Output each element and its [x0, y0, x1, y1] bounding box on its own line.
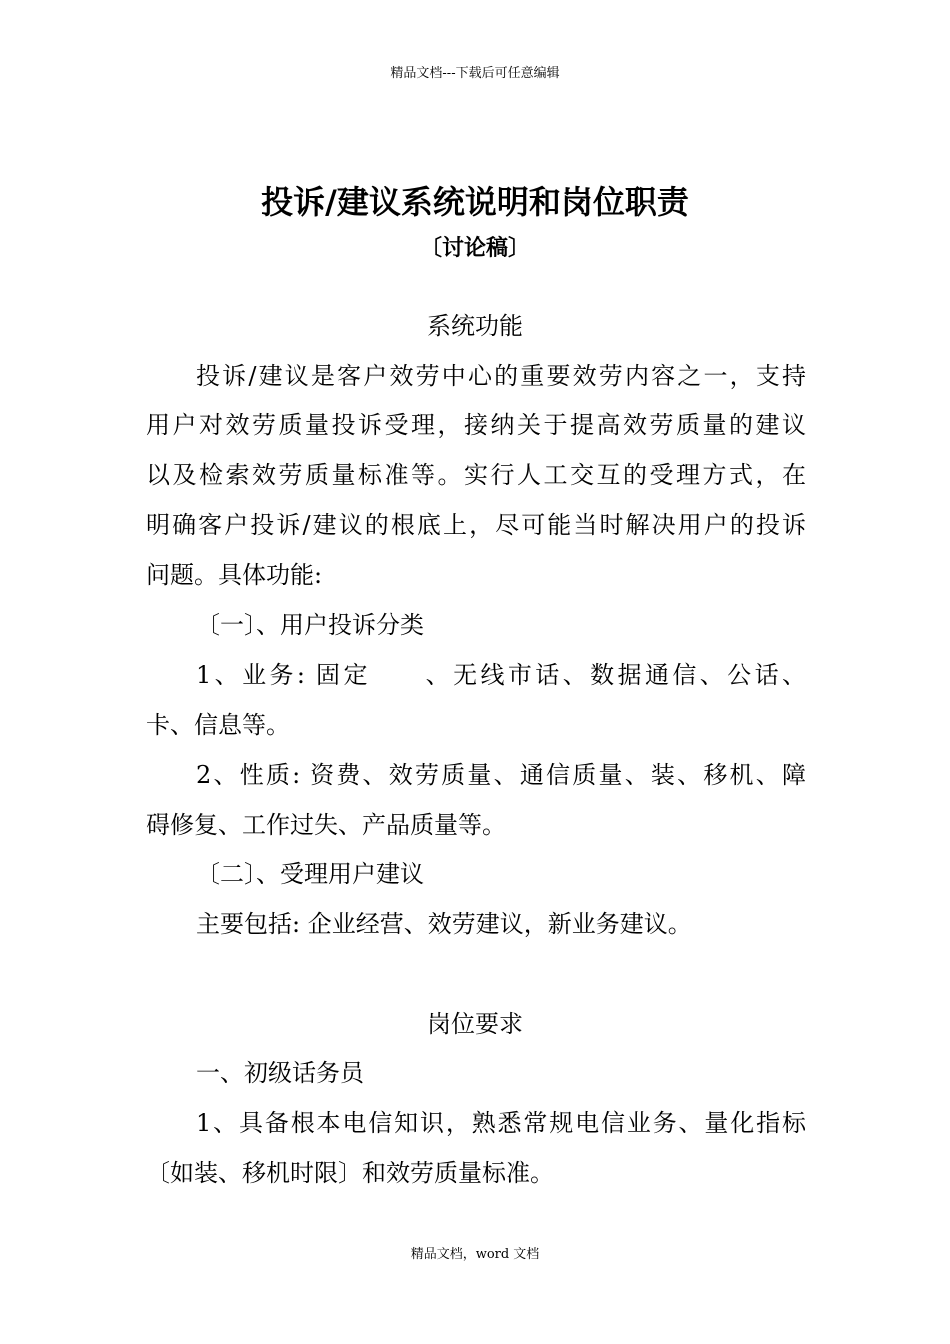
list-item-line: 1、业务: 固定 、无线市话、数据通信、公话、	[196, 661, 806, 689]
paragraph-line: 用户对效劳质量投诉受理，接纳关于提高效劳质量的建议	[146, 411, 806, 439]
subsection-heading-complaint-categories: 〔一〕、用户投诉分类	[196, 611, 424, 639]
list-item-line: 〔如装、移机时限〕和效劳质量标准。	[146, 1159, 554, 1187]
paragraph-line: 明确客户投诉/建议的根底上，尽可能当时解决用户的投诉	[146, 511, 806, 539]
subsection-heading-user-suggestions: 〔二〕、受理用户建议	[196, 860, 424, 888]
page-footer: 精品文档，word 文档	[410, 1247, 540, 1262]
list-item-line: 1、具备根本电信知识，熟悉常规电信业务、量化指标	[196, 1109, 806, 1137]
paragraph-line: 主要包括: 企业经营、效劳建议，新业务建议。	[196, 910, 692, 938]
section-heading-system-function: 系统功能	[427, 312, 523, 340]
paragraph-line: 投诉/建议是客户效劳中心的重要效劳内容之一，支持	[196, 362, 806, 390]
paragraph-line: 以及检索效劳质量标准等。实行人工交互的受理方式，在	[146, 461, 806, 489]
document-subtitle: 〔讨论稿〕	[419, 236, 530, 261]
list-item-line: 碍修复、工作过失、产品质量等。	[146, 811, 506, 839]
list-item-line: 卡、信息等。	[146, 711, 290, 739]
document-title: 投诉/建议系统说明和岗位职责	[261, 183, 689, 221]
subsection-heading-junior-operator: 一、初级话务员	[196, 1059, 364, 1087]
list-item-line: 2、性质: 资费、效劳质量、通信质量、装、移机、障	[196, 761, 806, 789]
section-heading-position-requirements: 岗位要求	[427, 1010, 523, 1038]
paragraph-line: 问题。具体功能:	[146, 561, 323, 589]
page-header: 精品文档---下载后可任意编辑	[390, 66, 560, 81]
